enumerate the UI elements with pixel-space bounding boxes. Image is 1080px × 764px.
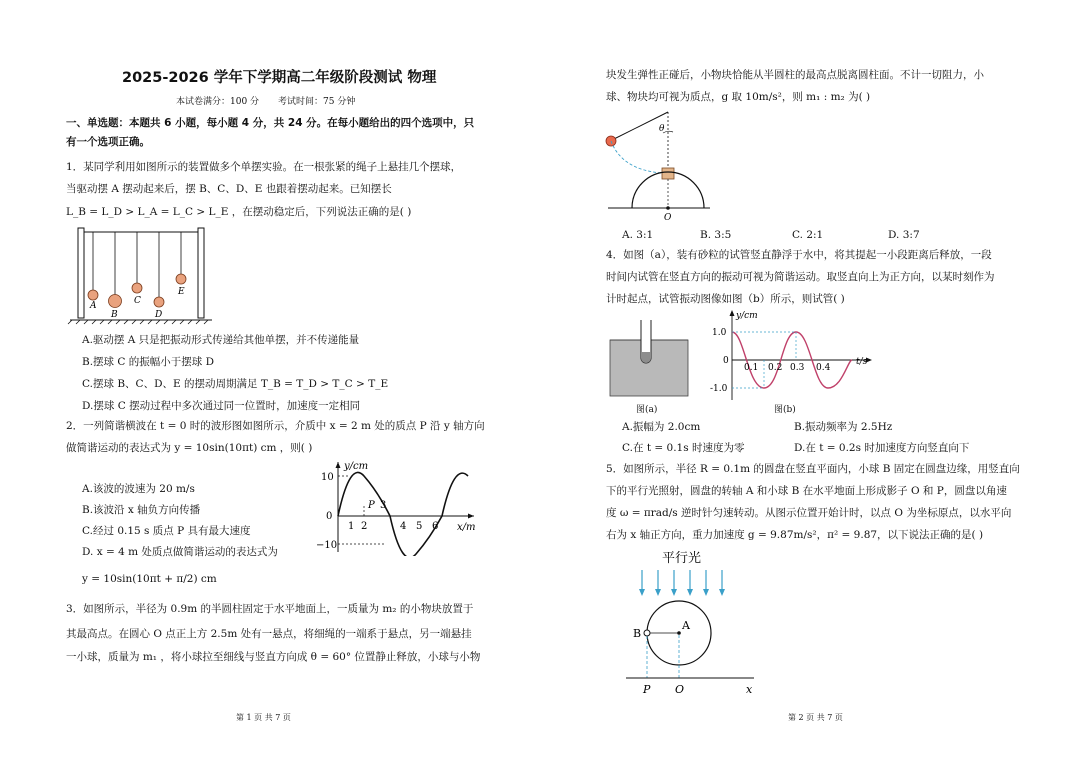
q4-line1: 4．如图（a），装有砂粒的试管竖直静浮于水中，将其提起一小段距离后释放，一段 (606, 249, 992, 261)
parallel-light-label: 平行光 (662, 551, 702, 566)
q1-option-a: A.驱动摆 A 只是把振动形式传递给其他单摆，并不传递能量 (82, 334, 360, 346)
q2-option-c: C.经过 0.15 s 质点 P 具有最大速度 (82, 525, 251, 537)
q4-y-tick-1: 1.0 (712, 328, 727, 338)
q5-line4: 右为 x 轴正方向，重力加速度 g = 9.87m/s²，π² = 9.87，以下说法正确的是( ) (606, 529, 984, 541)
center-o-label: O (664, 213, 672, 223)
label-c: C (134, 296, 141, 306)
footer-page-1: 第 1 页 共 7 页 (236, 713, 291, 722)
q3-option-b: B. 3:5 (700, 229, 732, 241)
q4-y-tick-neg1: -1.0 (710, 384, 728, 394)
label-e: E (178, 287, 185, 297)
label-b: B (111, 310, 118, 320)
q1-line1: 1．某同学利用如图所示的装置做多个单摆实验。在一根张紧的绳子上悬挂几个摆球， (66, 161, 462, 173)
q3-line3: 一小球，质量为 m₁ ，将小球拉至细线与竖直方向成 θ = 60° 位置静止释放，小球与小物 (66, 651, 481, 663)
q4-x-tick-03: 0.3 (790, 363, 805, 373)
pendulum-ball-e (176, 274, 186, 284)
section-heading-line2: 有一个选项正确。 (66, 136, 150, 148)
label-shadow-o: O (675, 683, 685, 696)
q4-x-tick-01: 0.1 (744, 363, 759, 373)
label-a: A (90, 301, 97, 311)
wave-curve (338, 472, 468, 556)
q4-option-c: C.在 t = 0.1s 时速度为零 (622, 442, 745, 454)
point-3-label: 3 (380, 500, 387, 511)
figure-a-caption: 图(a) (636, 405, 658, 415)
q4-y-tick-0: 0 (723, 356, 729, 366)
footer-page-2: 第 2 页 共 7 页 (788, 713, 843, 722)
x-tick-6: 6 (432, 521, 439, 532)
q2-line2: 做简谐运动的表达式为 y = 10sin(10πt) cm ，则( ) (66, 442, 313, 454)
q2-option-d: D. x = 4 m 处质点做简谐运动的表达式为 (82, 546, 278, 558)
y-tick-0: 0 (326, 511, 333, 522)
q4-line3: 计时起点，试管振动图像如图（b）所示，则试管( ) (606, 293, 845, 305)
q4-option-a: A.振幅为 2.0cm (622, 421, 701, 433)
full-score: 本试卷满分：100 分 (176, 97, 260, 107)
y-tick-10: 10 (321, 472, 334, 483)
q4-line2: 时间内试管在竖直方向的振动可视为简谐运动。取竖直向上为正方向，以某时刻作为 (606, 271, 995, 283)
x-tick-1: 1 (348, 521, 355, 532)
q1-line3: L_B = L_D > L_A = L_C > L_E ，在摆动稳定后，下列说法正确的是( ) (66, 206, 412, 218)
y-tick-neg10: −10 (316, 540, 338, 551)
q3-line4: 块发生弹性正碰后，小物块恰能从半圆柱的最高点脱离圆柱面。不计一切阻力，小 (606, 69, 984, 81)
q4-x-tick-02: 0.2 (768, 363, 783, 373)
q3-option-d: D. 3:7 (888, 229, 920, 241)
q5-figure (626, 548, 766, 700)
figure-b-caption: 图(b) (774, 405, 796, 415)
q3-option-a: A. 3:1 (622, 229, 654, 241)
q4-option-b: B.振动频率为 2.5Hz (794, 421, 893, 433)
label-shadow-p: P (643, 683, 651, 696)
q3-line2: 其最高点。在圆心 O 点正上方 2.5m 处有一悬点，将细绳的一端系于悬点，另一端悬挂 (66, 628, 472, 640)
q3-line5: 球、物块均可视为质点，g 取 10m/s²，则 m₁ : m₂ 为( ) (606, 91, 871, 103)
q4-figure-a (606, 318, 692, 400)
q4-graph-b (710, 306, 880, 402)
pendulum-ball-a (88, 290, 98, 300)
q2-wave-graph (312, 458, 490, 556)
q2-formula: y = 10sin(10πt + π/2) cm (82, 573, 217, 585)
page-2 (540, 0, 1080, 764)
pendulum-ball-b (109, 295, 122, 308)
q1-pendulum-figure (66, 224, 216, 326)
q4-option-d: D.在 t = 0.2s 时加速度方向竖直向下 (794, 442, 970, 454)
q3-line1: 3．如图所示，半径为 0.9m 的半圆柱固定于水平地面上，一质量为 m₂ 的小物块放置于 (66, 603, 474, 615)
q3-option-c: C. 2:1 (792, 229, 824, 241)
q5-line3: 度 ω = πrad/s 逆时针匀速转动。从图示位置开始计时，以点 O 为坐标原点，以水平向 (606, 507, 1012, 519)
x-tick-4: 4 (400, 521, 407, 532)
q3-figure (602, 108, 714, 224)
q2-option-b: B.该波沿 x 轴负方向传播 (82, 504, 201, 516)
q1-line2: 当驱动摆 A 摆动起来后，摆 B、C、D、E 也跟着摆动起来。已知摆长 (66, 183, 392, 195)
q4-x-tick-04: 0.4 (816, 363, 831, 373)
exam-time: 考试时间：75 分钟 (278, 97, 356, 107)
q2-option-a: A.该波的波速为 20 m/s (82, 483, 195, 495)
point-p-label: P (368, 500, 375, 511)
q4-x-label: t/s (856, 357, 868, 367)
label-axis-a: A (682, 619, 690, 632)
pendulum-ball-c (132, 283, 142, 293)
section-heading-line1: 一、单选题：本题共 6 小题，每小题 4 分，共 24 分。在每小题给出的四个选项中，只 (66, 117, 475, 129)
y-axis-label: y/cm (344, 461, 369, 472)
axis-a (677, 631, 681, 635)
q5-line1: 5．如图所示，半径 R = 0.1m 的圆盘在竖直平面内，小球 B 固定在圆盘边缘，用竖直向 (606, 463, 1020, 475)
q1-option-b: B.摆球 C 的振幅小于摆球 D (82, 356, 215, 368)
q5-line2: 下的平行光照射，圆盘的转轴 A 和小球 B 在水平地面上形成影子 O 和 P，圆盘以角速 (606, 485, 1007, 497)
exam-title: 2025-2026 学年下学期高二年级阶段测试 物理 (122, 70, 437, 86)
label-ball-b: B (633, 627, 642, 640)
q3-block (662, 168, 674, 179)
q1-option-c: C.摆球 B、C、D、E 的摆动周期满足 T_B = T_D > T_C > T_E (82, 378, 389, 390)
theta-label: θ (659, 124, 665, 134)
q4-y-label: y/cm (736, 311, 758, 321)
label-d: D (155, 310, 163, 320)
pendulum-ball-d (154, 297, 164, 307)
x-tick-2: 2 (361, 521, 368, 532)
q1-option-d: D.摆球 C 摆动过程中多次通过同一位置时，加速度一定相同 (82, 400, 361, 412)
q2-line1: 2．一列简谐横波在 t = 0 时的波形图如图所示，介质中 x = 2 m 处的质点 P 沿 y 轴方向 (66, 420, 485, 432)
label-x-axis: x (746, 683, 753, 696)
light-rays (642, 570, 722, 592)
x-axis-label: x/m (457, 522, 476, 533)
x-tick-5: 5 (416, 521, 423, 532)
ball-b (644, 630, 650, 636)
